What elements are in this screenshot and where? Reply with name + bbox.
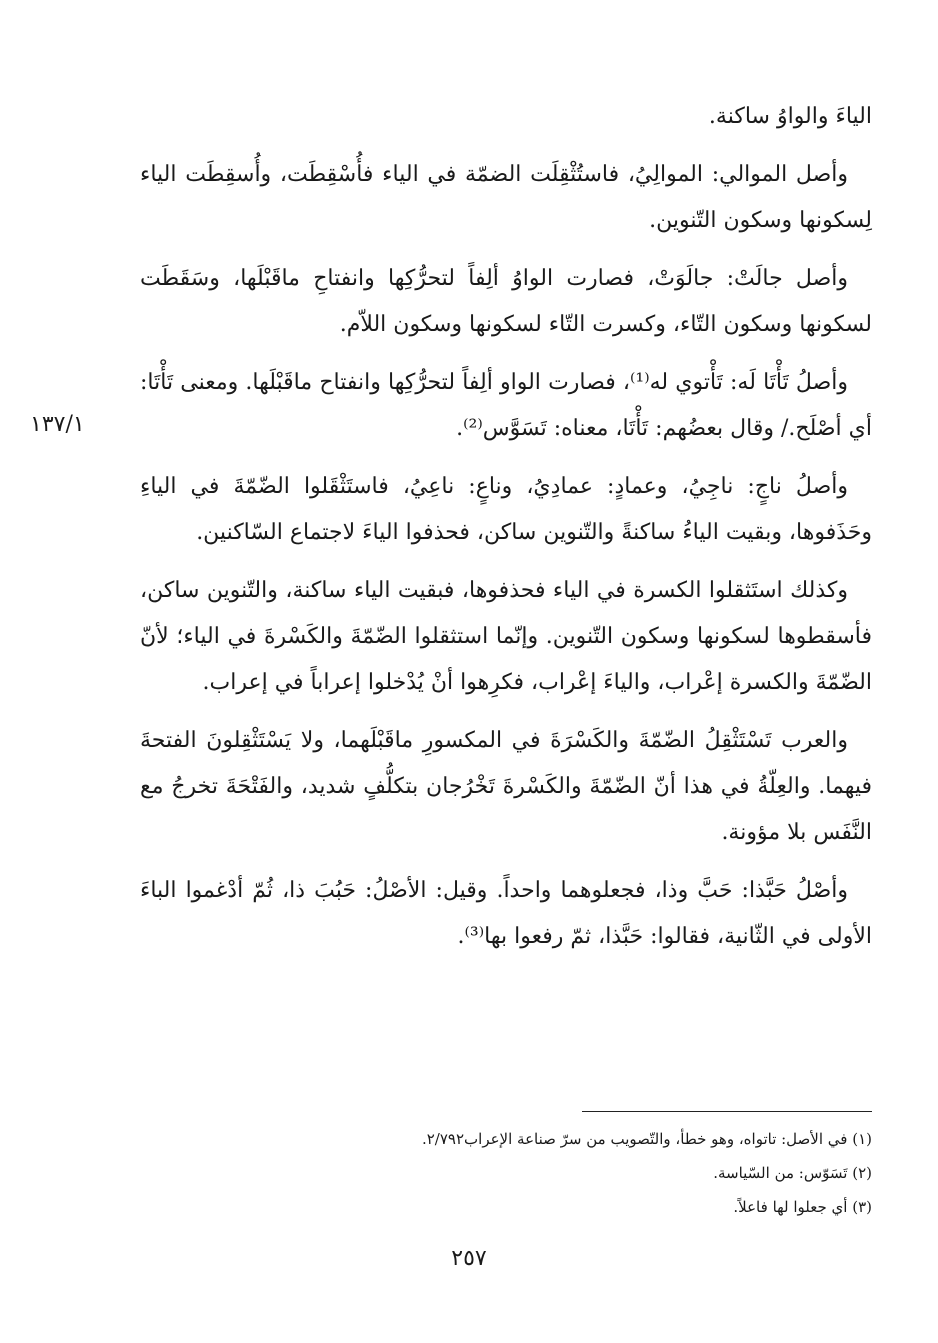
- paragraph: وأصل الموالي: الموالِيُ، فاستُثْقِلَت الضمّة في الياء فأُسْقِطَت، وأُسقِطَت الياء لِسكونها وسكون التّنوين.: [140, 162, 872, 233]
- manuscript-folio-note: ١٣٧/١: [30, 412, 85, 437]
- paragraph: وأصل جالَتْ: جالَوَتْ، فصارت الواوُ ألِفاً لتحرُّكِها وانفتاحِ ماقَبْلَها، وسَقَطَت لسكونها وسكون التّاء، وكسرت التّاء لسكونها وسكون اللاّم.: [140, 266, 872, 337]
- paragraph: وأصلُ تَأْتَا لَه: تَأْتوي له⁽¹⁾، فصارت الواو ألِفاً لتحرُّكِها وانفتاح ماقَبْلَها. ومعنى تَأْتَا: أي أصْلَح./ وقال بعضُهم: تَأْتَا، معناه: تَسَوَّس⁽²⁾.: [140, 370, 872, 441]
- main-text: [140, 94, 872, 972]
- footnote: (٢) تَسَوّس: من السّياسة.: [713, 1164, 872, 1182]
- paragraph: والعرب تَسْتَثْقِلُ الضّمّةَ والكَسْرَةَ في المكسورِ ماقَبْلَهما، ولا يَسْتَثْقِلونَ الفتحةَ فيهما. والعِلّةُ في هذا أنّ الضّمّةَ والكَسْرةَ تَخْرُجان بتكلُّفٍ شديد، والفَتْحَةَ تخرجُ مع النَّفَس بلا مؤونة.: [140, 728, 872, 845]
- footnote: (٣) أي جعلوا لها فاعلاً.: [733, 1198, 872, 1216]
- paragraph: وكذلك استَثقلوا الكسرة في الياء فحذفوها، فبقيت الياء ساكنة، والتّنوين ساكن، فأسقطوها لسكونها وسكون التّنوين. وإنّما استثقلوا الضّمّةَ والكَسْرةَ في الياء؛ لأنّ الضّمّةَ والكسرة إعْراب، والياءَ إعْراب، فكرِهوا أنْ يُدْخلوا إعراباً في إعراب.: [140, 578, 872, 695]
- paragraph: الياءَ والواوُ ساكنة.: [708, 104, 872, 129]
- page-number: ٢٥٧: [451, 1246, 487, 1271]
- footnotes: [312, 1122, 872, 1224]
- paragraph: وأصْلُ حَبَّذا: حَبَّ وذا، فجعلوهما واحداً. وقيل: الأصْلُ: حَبُبَ ذا، ثُمّ أدْغموا الباءَ الأولى في الثّانية، فقالوا: حَبَّذا، ثمّ رفعوا بها⁽³⁾.: [140, 878, 872, 949]
- footnote-divider: [582, 1111, 872, 1112]
- footnote: (١) في الأصل: تاتواه، وهو خطأ، والتّصويب من سرّ صناعة الإعراب٢/٧٩٢.: [421, 1130, 872, 1148]
- paragraph: وأصلُ ناجٍ: ناجِيُ، وعمادٍ: عمادِيُ، وناعٍ: ناعِيُ، فاستَثْقَلوا الضّمّةَ في الياءِ وحَذَفوها، وبقيت الياءُ ساكنةً والتّنوين ساكن، فحذفوا الياءَ لاجتماع السّاكنين.: [140, 474, 872, 545]
